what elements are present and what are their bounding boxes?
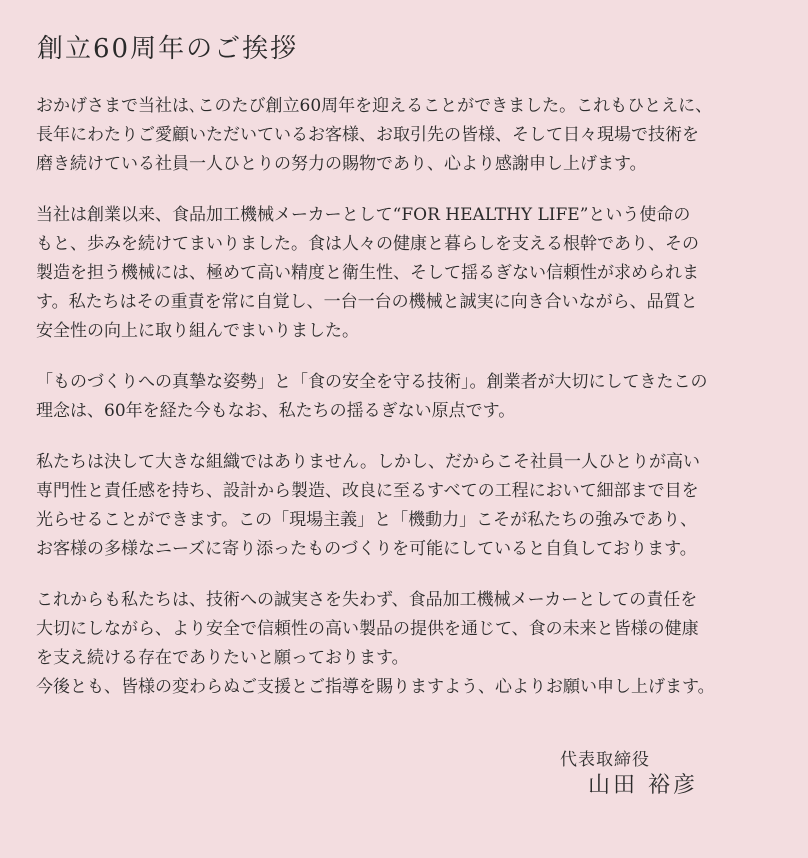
paragraph-line: を支え続ける存在でありたいと願っております。 [36,648,409,668]
paragraph-4 [36,448,776,564]
message-body [36,92,776,702]
paragraph-5 [36,586,776,673]
page-title: 創立60周年のご挨拶 [37,34,299,64]
paragraph-line: 「ものづくりへの真摯な姿勢」と「食の安全を守る技術」。創業者が大切にしてきたこの [36,372,708,392]
signature-title: 代表取締役 [560,750,650,770]
paragraph-line: 長年にわたりご愛顧いただいているお客様、お取引先の皆様、そして日々現場で技術を [36,125,699,145]
signature-name: 山田 裕彦 [588,773,698,798]
paragraph-line: 今後とも、皆様の変わらぬご支援とご指導を賜りますよう、心よりお願い申し上げます。 [36,677,715,697]
paragraph-6 [36,673,776,702]
paragraph-line: お客様の多様なニーズに寄り添ったものづくりを可能にしていると自負しております。 [36,539,697,559]
paragraph-2 [36,201,776,346]
paragraph-3 [36,368,776,426]
paragraph-line: 安全性の向上に取り組んでまいりました。 [36,321,359,341]
paragraph-line: 理念は、60年を経た今もなお、私たちの揺るぎない原点です。 [36,401,516,421]
paragraph-1 [36,92,776,179]
paragraph-line: す。私たちはその重責を常に自覚し、一台一台の機械と誠実に向き合いながら、品質と [36,292,698,312]
paragraph-line: 大切にしながら、より安全で信頼性の高い製品の提供を通じて、食の未来と皆様の健康 [36,619,699,639]
paragraph-line: 製造を担う機械には、極めて高い精度と衛生性、そして揺るぎない信頼性が求められま [36,263,699,283]
paragraph-line: これからも私たちは、技術への誠実さを失わず、食品加工機械メーカーとしての責任を [36,590,698,610]
paragraph-line: 私たちは決して大きな組織ではありません。しかし、だからこそ社員一人ひとりが高い [36,452,701,472]
paragraph-line: 光らせることができます。この「現場主義」と「機動力」こそが私たちの強みであり、 [36,510,698,530]
paragraph-line: もと、歩みを続けてまいりました。食は人々の健康と暮らしを支える根幹であり、その [36,234,699,254]
paragraph-line: おかげさまで当社は､このたび創立60周年を迎えることができました。これもひとえに、 [36,96,713,116]
paragraph-line: 磨き続けている社員一人ひとりの努力の賜物であり、心より感謝申し上げます。 [36,154,647,174]
paragraph-line: 当社は創業以来、食品加工機械メーカーとして“FOR HEALTHY LIFE”という使命の [36,205,691,225]
paragraph-line: 専門性と責任感を持ち、設計から製造、改良に至るすべての工程において細部まで目を [36,481,699,501]
signature [560,752,698,797]
